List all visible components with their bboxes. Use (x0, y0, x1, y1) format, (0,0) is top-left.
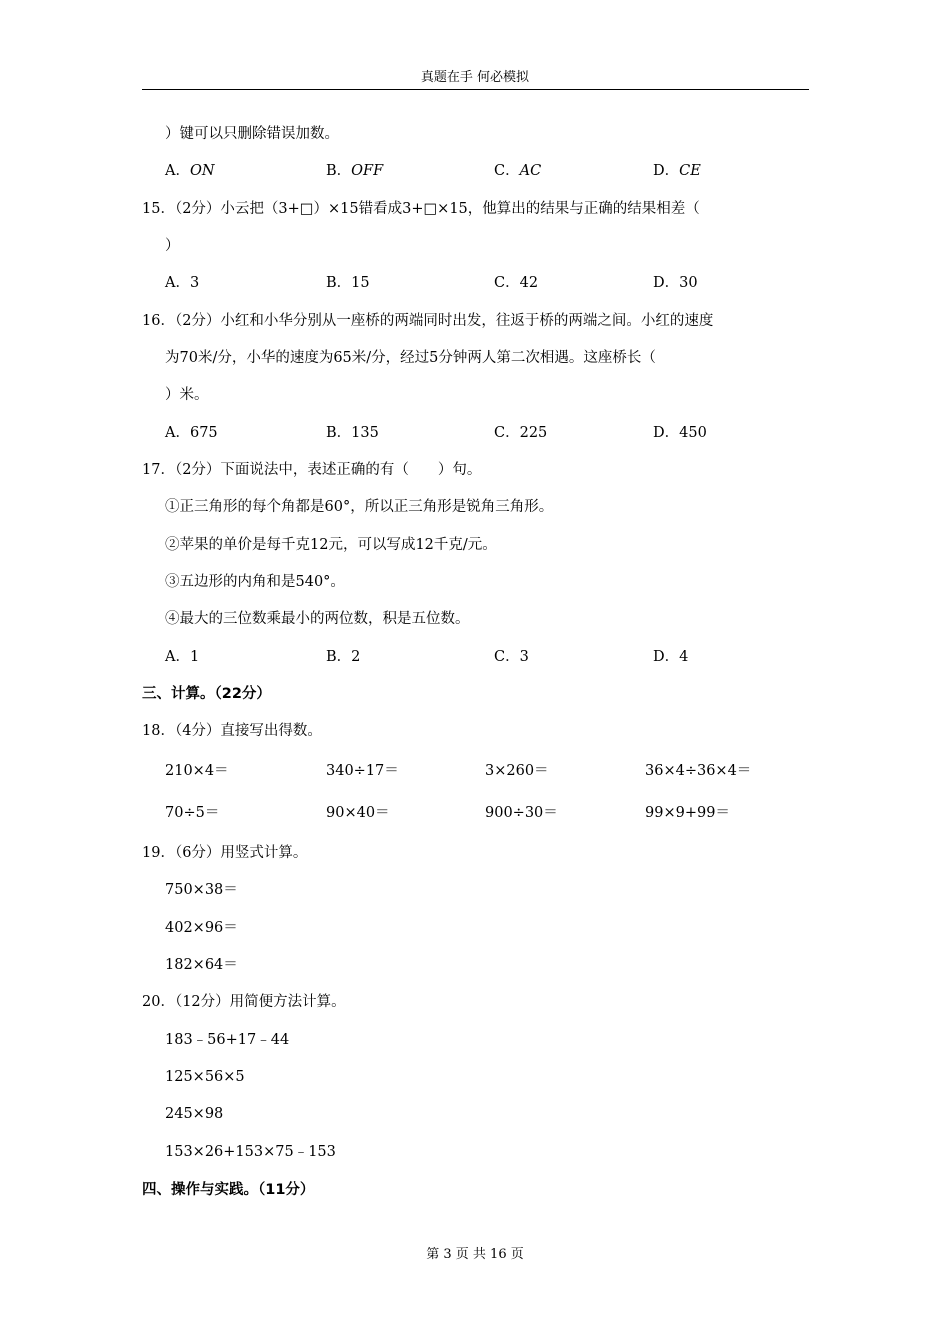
page-footer: 第 3 页 共 16 页 (426, 1247, 524, 1262)
q16-option-a: A．675 (165, 425, 218, 441)
q14-option-a (165, 161, 215, 181)
q15-option-d: D．30 (653, 275, 698, 291)
q14-option-d (653, 161, 701, 181)
q20-item-1: 183﹣56+17﹣44 (165, 1032, 290, 1048)
q18-item: 70÷5＝ (165, 805, 220, 821)
q18-item: 210×4＝ (165, 763, 229, 779)
q18-stem: 18．（4分）直接写出得数。 (142, 723, 322, 739)
q18-item: 900÷30＝ (485, 805, 558, 821)
q15-option-a: A．3 (165, 275, 200, 291)
option-text: CE (679, 163, 701, 179)
q18-item: 340÷17＝ (326, 763, 399, 779)
q17-statement-1: ①正三角形的每个角都是60°，所以正三角形是锐角三角形。 (165, 499, 554, 515)
q17-statement-2: ②苹果的单价是每千克12元，可以写成12千克/元。 (165, 537, 497, 553)
q16-option-c: C．225 (494, 425, 548, 441)
option-text: ON (189, 163, 215, 179)
q18-item: 36×4÷36×4＝ (645, 763, 752, 779)
q20-item-3: 245×98 (165, 1106, 224, 1122)
q19-item-1: 750×38＝ (165, 882, 238, 898)
option-letter: D． (653, 163, 680, 179)
page-header: 真题在手 何必模拟 (420, 70, 530, 85)
option-text: AC (519, 163, 542, 179)
q17-option-a: A．1 (165, 649, 200, 665)
q17-stem: 17．（2分）下面说法中，表述正确的有（ ）句。 (142, 462, 482, 478)
q15-stem-line2: ） (165, 238, 180, 254)
q14-option-b (326, 161, 383, 181)
q16-stem-line3: ）米。 (165, 387, 209, 403)
q15-stem-line1: 15．（2分）小云把（3+□）×15错看成3+□×15，他算出的结果与正确的结果相差（ (142, 201, 700, 217)
q16-option-d: D．450 (653, 425, 707, 441)
q17-statement-4: ④最大的三位数乘最小的两位数，积是五位数。 (165, 611, 470, 627)
q17-option-d: D．4 (653, 649, 689, 665)
q20-stem: 20．（12分）用简便方法计算。 (142, 994, 346, 1010)
q20-item-2: 125×56×5 (165, 1069, 245, 1085)
q17-option-b: B．2 (326, 649, 361, 665)
option-letter: B． (326, 163, 352, 179)
q17-statement-3: ③五边形的内角和是540°。 (165, 574, 345, 590)
q18-item: 3×260＝ (485, 763, 549, 779)
q14-option-c (494, 161, 541, 181)
option-letter: C． (494, 163, 520, 179)
q19-item-3: 182×64＝ (165, 957, 238, 973)
section-3-title: 三、计算。（22分） (142, 686, 271, 702)
q18-item: 99×9+99＝ (645, 805, 730, 821)
header-divider (142, 89, 809, 90)
option-letter: A． (165, 163, 190, 179)
q20-item-4: 153×26+153×75﹣153 (165, 1144, 336, 1160)
q17-option-c: C．3 (494, 649, 529, 665)
q19-item-2: 402×96＝ (165, 920, 238, 936)
q15-option-b: B．15 (326, 275, 370, 291)
option-text: OFF (351, 163, 384, 179)
q15-option-c: C．42 (494, 275, 539, 291)
q16-option-b: B．135 (326, 425, 379, 441)
section-4-title: 四、操作与实践。（11分） (142, 1182, 315, 1198)
q14-continuation: ）键可以只删除错误加数。 (165, 126, 339, 142)
q16-stem-line1: 16．（2分）小红和小华分别从一座桥的两端同时出发，往返于桥的两端之间。小红的速度 (142, 313, 714, 329)
q18-item: 90×40＝ (326, 805, 390, 821)
q19-stem: 19．（6分）用竖式计算。 (142, 845, 308, 861)
q16-stem-line2: 为70米/分，小华的速度为65米/分，经过5分钟两人第二次相遇。这座桥长（ (165, 350, 656, 366)
